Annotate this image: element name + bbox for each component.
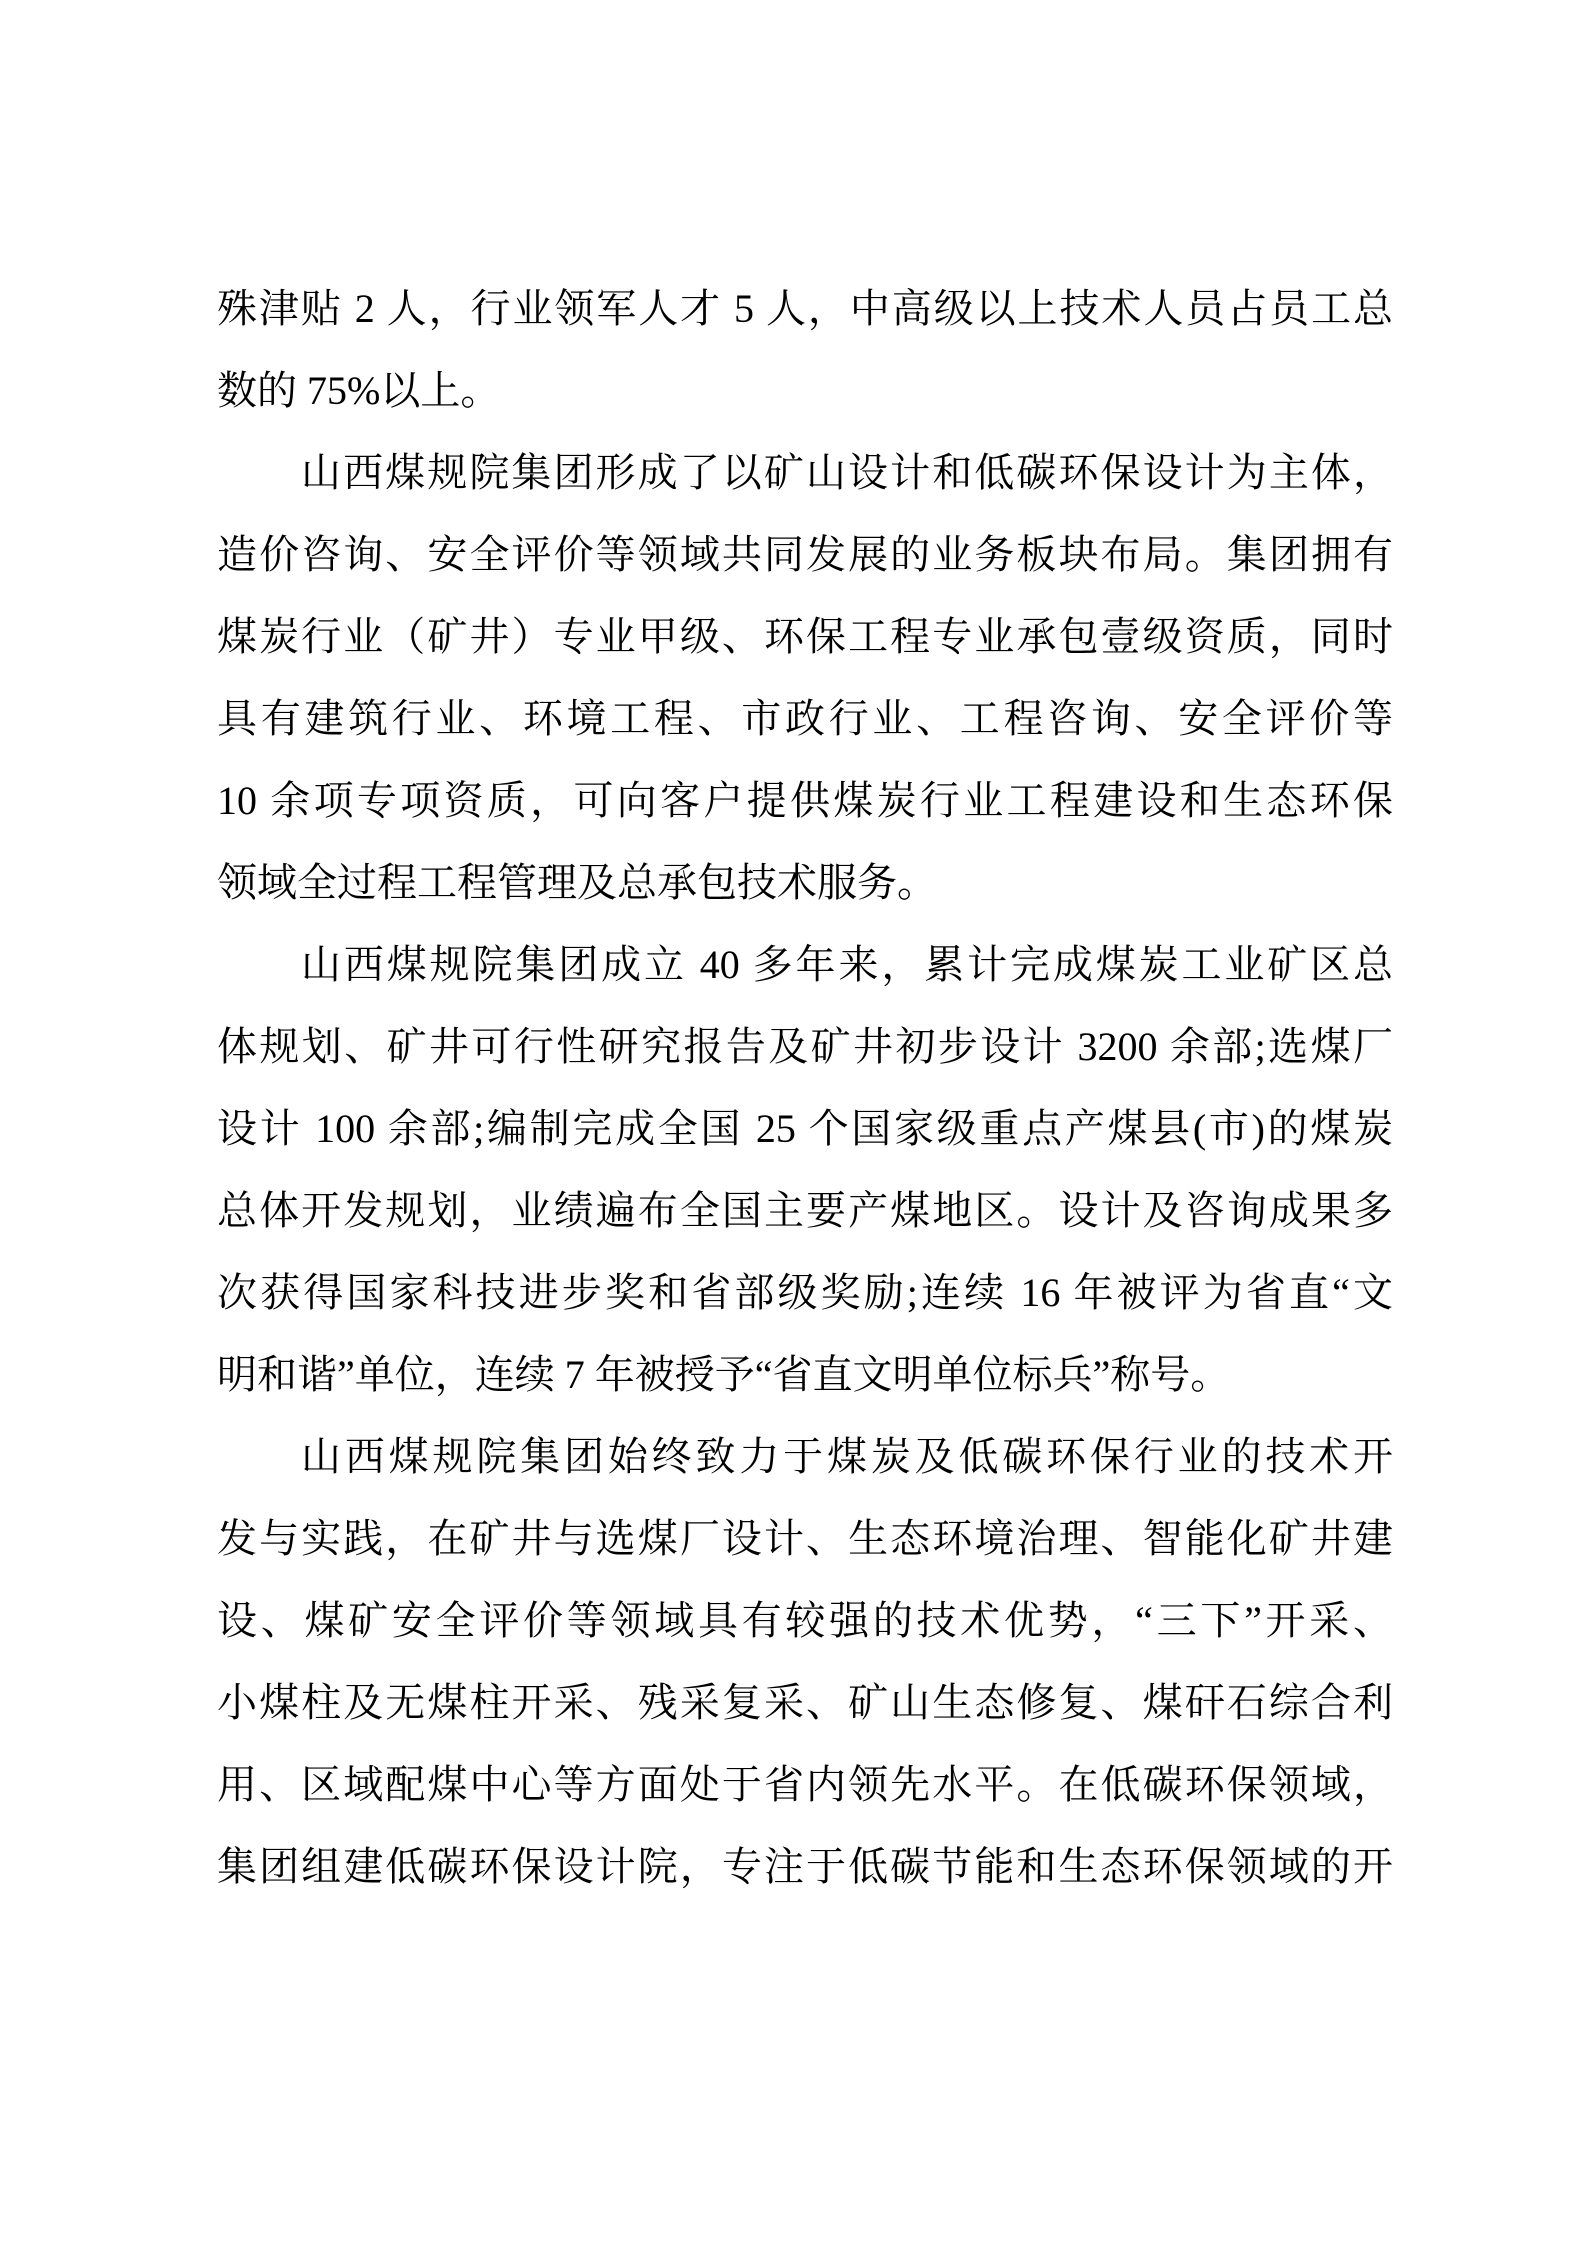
text-line: 设、煤矿安全评价等领域具有较强的技术优势，“三下”开采、 [217,1598,1393,1643]
text-line: 设计 100 余部;编制完成全国 25 个国家级重点产煤县(市)的煤炭 [217,1106,1393,1151]
text-line: 殊津贴 2 人，行业领军人才 5 人，中高级以上技术人员占员工总 [217,286,1393,331]
text-line: 集团组建低碳环保设计院，专注于低碳节能和生态环保领域的开 [217,1844,1393,1889]
text-line: 山西煤规院集团成立 40 多年来，累计完成煤炭工业矿区总 [301,942,1393,987]
text-line: 小煤柱及无煤柱开采、残采复采、矿山生态修复、煤矸石综合利 [217,1680,1393,1725]
text-line: 总体开发规划，业绩遍布全国主要产煤地区。设计及咨询成果多 [217,1188,1393,1233]
document-body [217,268,1393,1908]
text-line: 造价咨询、安全评价等领域共同发展的业务板块布局。集团拥有 [217,532,1393,577]
text-line: 体规划、矿井可行性研究报告及矿井初步设计 3200 余部;选煤厂 [217,1024,1393,1069]
text-line: 发与实践，在矿井与选煤厂设计、生态环境治理、智能化矿井建 [217,1516,1393,1561]
text-line: 山西煤规院集团始终致力于煤炭及低碳环保行业的技术开 [301,1434,1393,1479]
text-line: 煤炭行业（矿井）专业甲级、环保工程专业承包壹级资质，同时 [217,614,1393,659]
text-line: 具有建筑行业、环境工程、市政行业、工程咨询、安全评价等 [217,696,1393,741]
text-line: 明和谐”单位，连续 7 年被授予“省直文明单位标兵”称号。 [217,1352,1231,1397]
text-line: 用、区域配煤中心等方面处于省内领先水平。在低碳环保领域， [217,1762,1393,1807]
text-line: 领域全过程工程管理及总承包技术服务。 [217,860,937,905]
text-line: 10 余项专项资质，可向客户提供煤炭行业工程建设和生态环保 [217,778,1393,823]
text-line: 数的 75%以上。 [217,368,501,413]
text-line: 次获得国家科技进步奖和省部级奖励;连续 16 年被评为省直“文 [217,1270,1393,1315]
text-line: 山西煤规院集团形成了以矿山设计和低碳环保设计为主体， [301,450,1393,495]
